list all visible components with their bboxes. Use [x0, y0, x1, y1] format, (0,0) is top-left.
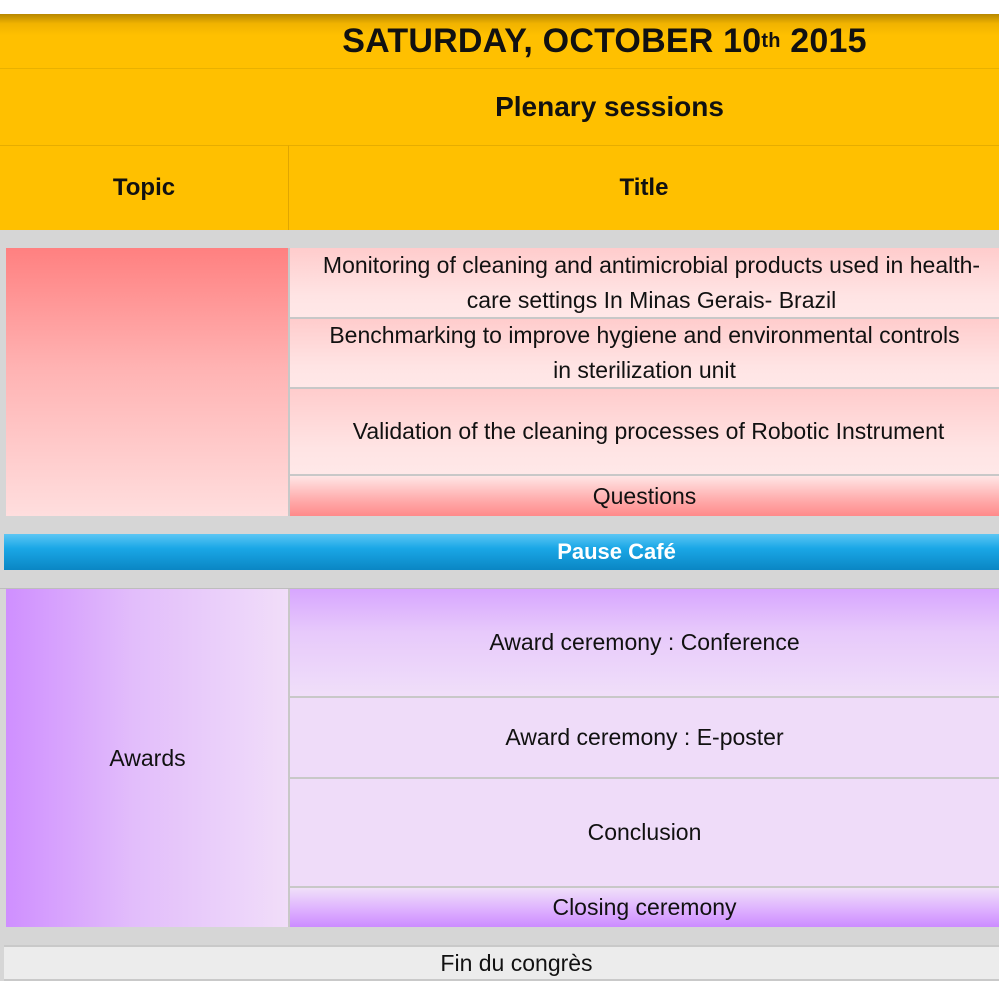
session-type-row — [0, 68, 999, 145]
talk-row — [290, 389, 999, 476]
award-item: Award ceremony : E-poster — [505, 724, 784, 750]
award-row — [290, 589, 999, 698]
session2-topic-cell — [6, 589, 289, 927]
column-header-topic: Topic — [0, 145, 289, 230]
questions-row — [290, 476, 999, 516]
date-main: SATURDAY, OCTOBER 10 — [342, 21, 762, 60]
award-row — [290, 698, 999, 779]
end-label: Fin du congrès — [440, 949, 593, 976]
conclusion-row — [290, 779, 999, 888]
end-row — [4, 945, 999, 981]
questions-label: Questions — [592, 482, 697, 509]
column-header-title: Title — [289, 145, 999, 230]
divider — [0, 570, 999, 589]
talk-title: Monitoring of cleaning and antimicrobial products used in health-care settings In Minas Gerais- Brazil — [322, 251, 981, 313]
divider — [0, 927, 999, 945]
award-item: Award ceremony : Conference — [489, 629, 800, 655]
talk-title: Validation of the cleaning processes of Robotic Instrument — [352, 418, 945, 444]
session1-topic-cell — [6, 248, 288, 516]
talk-title: Benchmarking to improve hygiene and environmental controls in sterilization unit — [329, 322, 960, 383]
pause-row — [4, 534, 999, 570]
date-title: SATURDAY, OCTOBER 10 th 2015 — [342, 21, 867, 60]
date-header — [0, 14, 999, 68]
conclusion-label: Conclusion — [587, 819, 702, 845]
session2-topic-label: Awards — [109, 744, 186, 771]
pause-label: Pause Café — [557, 539, 676, 564]
divider — [0, 230, 999, 248]
closing-label: Closing ceremony — [552, 894, 737, 920]
talk-row — [290, 248, 999, 319]
date-year: 2015 — [790, 21, 867, 60]
divider — [0, 516, 999, 534]
closing-row — [290, 888, 999, 927]
talk-row — [290, 319, 999, 389]
session-type-title: Plenary sessions — [495, 91, 724, 122]
